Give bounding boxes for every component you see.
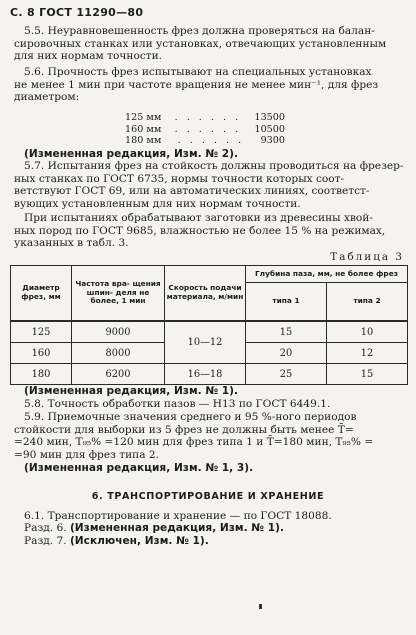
revision-note-1-3: (Измененная редакция, Изм. № 1, 3).: [24, 462, 254, 474]
diameter-row: [125, 135, 285, 147]
p57b-line3: указанных в табл. 3.: [14, 237, 129, 250]
cell-type2: 10: [326, 321, 407, 343]
cell-frequency: 8000: [72, 343, 165, 364]
diameter-row: [125, 112, 285, 124]
cell-diameter: 160: [11, 343, 72, 364]
p56-line1: 5.6. Прочность фрез испытывают на специальных установках: [24, 66, 372, 78]
p57-line4: вующих установленным для них нормам точности.: [14, 197, 301, 210]
cell-feed-rate: 16—18: [165, 364, 246, 385]
cell-feed-rate: 10—12: [165, 321, 246, 364]
paragraph-5-7: [14, 160, 408, 210]
leader-dots: . . . . . .: [174, 112, 242, 123]
revision-note-2: (Измененная редакция, Изм. № 2).: [24, 148, 239, 160]
p56-line2: не менее 1 мин при частоте вращения не менее мин⁻¹, для фрез: [14, 78, 379, 91]
diameter-value: 125 мм: [125, 112, 162, 123]
cell-type1: 25: [246, 364, 327, 385]
paragraph-6-1: 6.1. Транспортирование и хранение — по ГОСТ 18088.: [24, 510, 332, 522]
col-header-type1: типа 1: [246, 283, 327, 321]
cell-diameter: 180: [11, 364, 72, 385]
p59-line3: =240 мин, T₉₅% =120 мин для фрез типа 1 и T̄=180 мин, T₉₅% =: [14, 436, 374, 449]
diameter-row: [125, 124, 285, 136]
p57b-line2: ных пород по ГОСТ 9685, влажностью не более 15 % на режимах,: [14, 224, 386, 237]
col-header-frequency: Частота вра- щения шпин- деля не более, 1 мин: [72, 266, 165, 322]
section-7-note: [24, 535, 209, 548]
cell-type2: 12: [326, 343, 407, 364]
col-header-feed-rate: Скорость подачи материала, м/мин: [165, 266, 246, 322]
cell-frequency: 6200: [72, 364, 165, 385]
paragraph-5-8: 5.8. Точность обработки пазов — Н13 по ГОСТ 6449.1.: [24, 398, 331, 410]
cell-diameter: 125: [11, 321, 72, 343]
cell-type2: 15: [326, 364, 407, 385]
speed-value: 10500: [254, 123, 285, 135]
paragraph-5-9: [14, 411, 408, 461]
diameter-value: 160 мм: [125, 123, 162, 135]
p59-line2: стойкости для выборки из 5 фрез не должны быть менее T̄=: [14, 423, 354, 436]
paragraph-5-6: [14, 66, 408, 104]
razd7-label: Разд. 7.: [24, 535, 67, 547]
razd7-excluded: (Исключен, Изм. № 1).: [69, 535, 209, 547]
page-header: С. 8 ГОСТ 11290—80: [10, 6, 144, 19]
p55-line3: для них нормам точности.: [14, 50, 163, 63]
leader-dots: . . . . . .: [174, 123, 242, 135]
speed-value: 9300: [260, 135, 285, 147]
test-modes-table: [10, 265, 408, 385]
col-header-type2: типа 2: [326, 283, 407, 321]
table-row: [11, 364, 408, 385]
p57-line3: ветствуют ГОСТ 69, или на автоматических линиях, соответст-: [14, 185, 370, 198]
diameter-value: 180 мм: [125, 135, 162, 147]
col-header-diameter: Диаметр фрез, мм: [11, 266, 72, 322]
p59-line4: =90 мин для фрез типа 2.: [14, 448, 160, 461]
table-caption: Таблица 3: [330, 251, 404, 263]
cell-type1: 20: [246, 343, 327, 364]
leader-dots: . . . . . .: [177, 135, 245, 147]
table-row: [11, 321, 408, 343]
p56-line3: диаметром:: [14, 91, 80, 104]
p55-line1: 5.5. Неуравновешенность фрез должна проверяться на балан-: [24, 25, 375, 37]
razd6-label: Разд. 6.: [24, 522, 67, 534]
cell-type1: 15: [246, 321, 327, 343]
p57-line2: ных станках по ГОСТ 6735, нормы точности которых соот-: [14, 172, 345, 185]
col-header-groove-depth: Глубина паза, мм, не более фрез: [246, 266, 408, 283]
section-heading-6: 6. ТРАНСПОРТИРОВАНИЕ И ХРАНЕНИЕ: [91, 491, 325, 502]
paragraph-5-5: [14, 25, 408, 63]
revision-note-1: (Измененная редакция, Изм. № 1).: [24, 385, 239, 397]
p59-line1: 5.9. Приемочные значения среднего и 95 %-ного периодов: [24, 411, 357, 423]
speed-value: 13500: [254, 112, 285, 123]
razd6-revision: (Измененная редакция, Изм. № 1).: [69, 522, 284, 534]
cell-frequency: 9000: [72, 321, 165, 343]
paragraph-5-7-test-conditions: [14, 212, 408, 250]
diameter-list: [125, 112, 285, 147]
p57b-line1: При испытаниях обрабатывают заготовки из древесины хвой-: [24, 212, 373, 224]
p57-line1: 5.7. Испытания фрез на стойкость должны проводиться на фрезер-: [24, 160, 404, 172]
section-6-note: [24, 522, 284, 535]
p55-line2: сировочных станках или установках, отвечающих установленным: [14, 37, 387, 50]
scan-mark: [259, 604, 262, 609]
